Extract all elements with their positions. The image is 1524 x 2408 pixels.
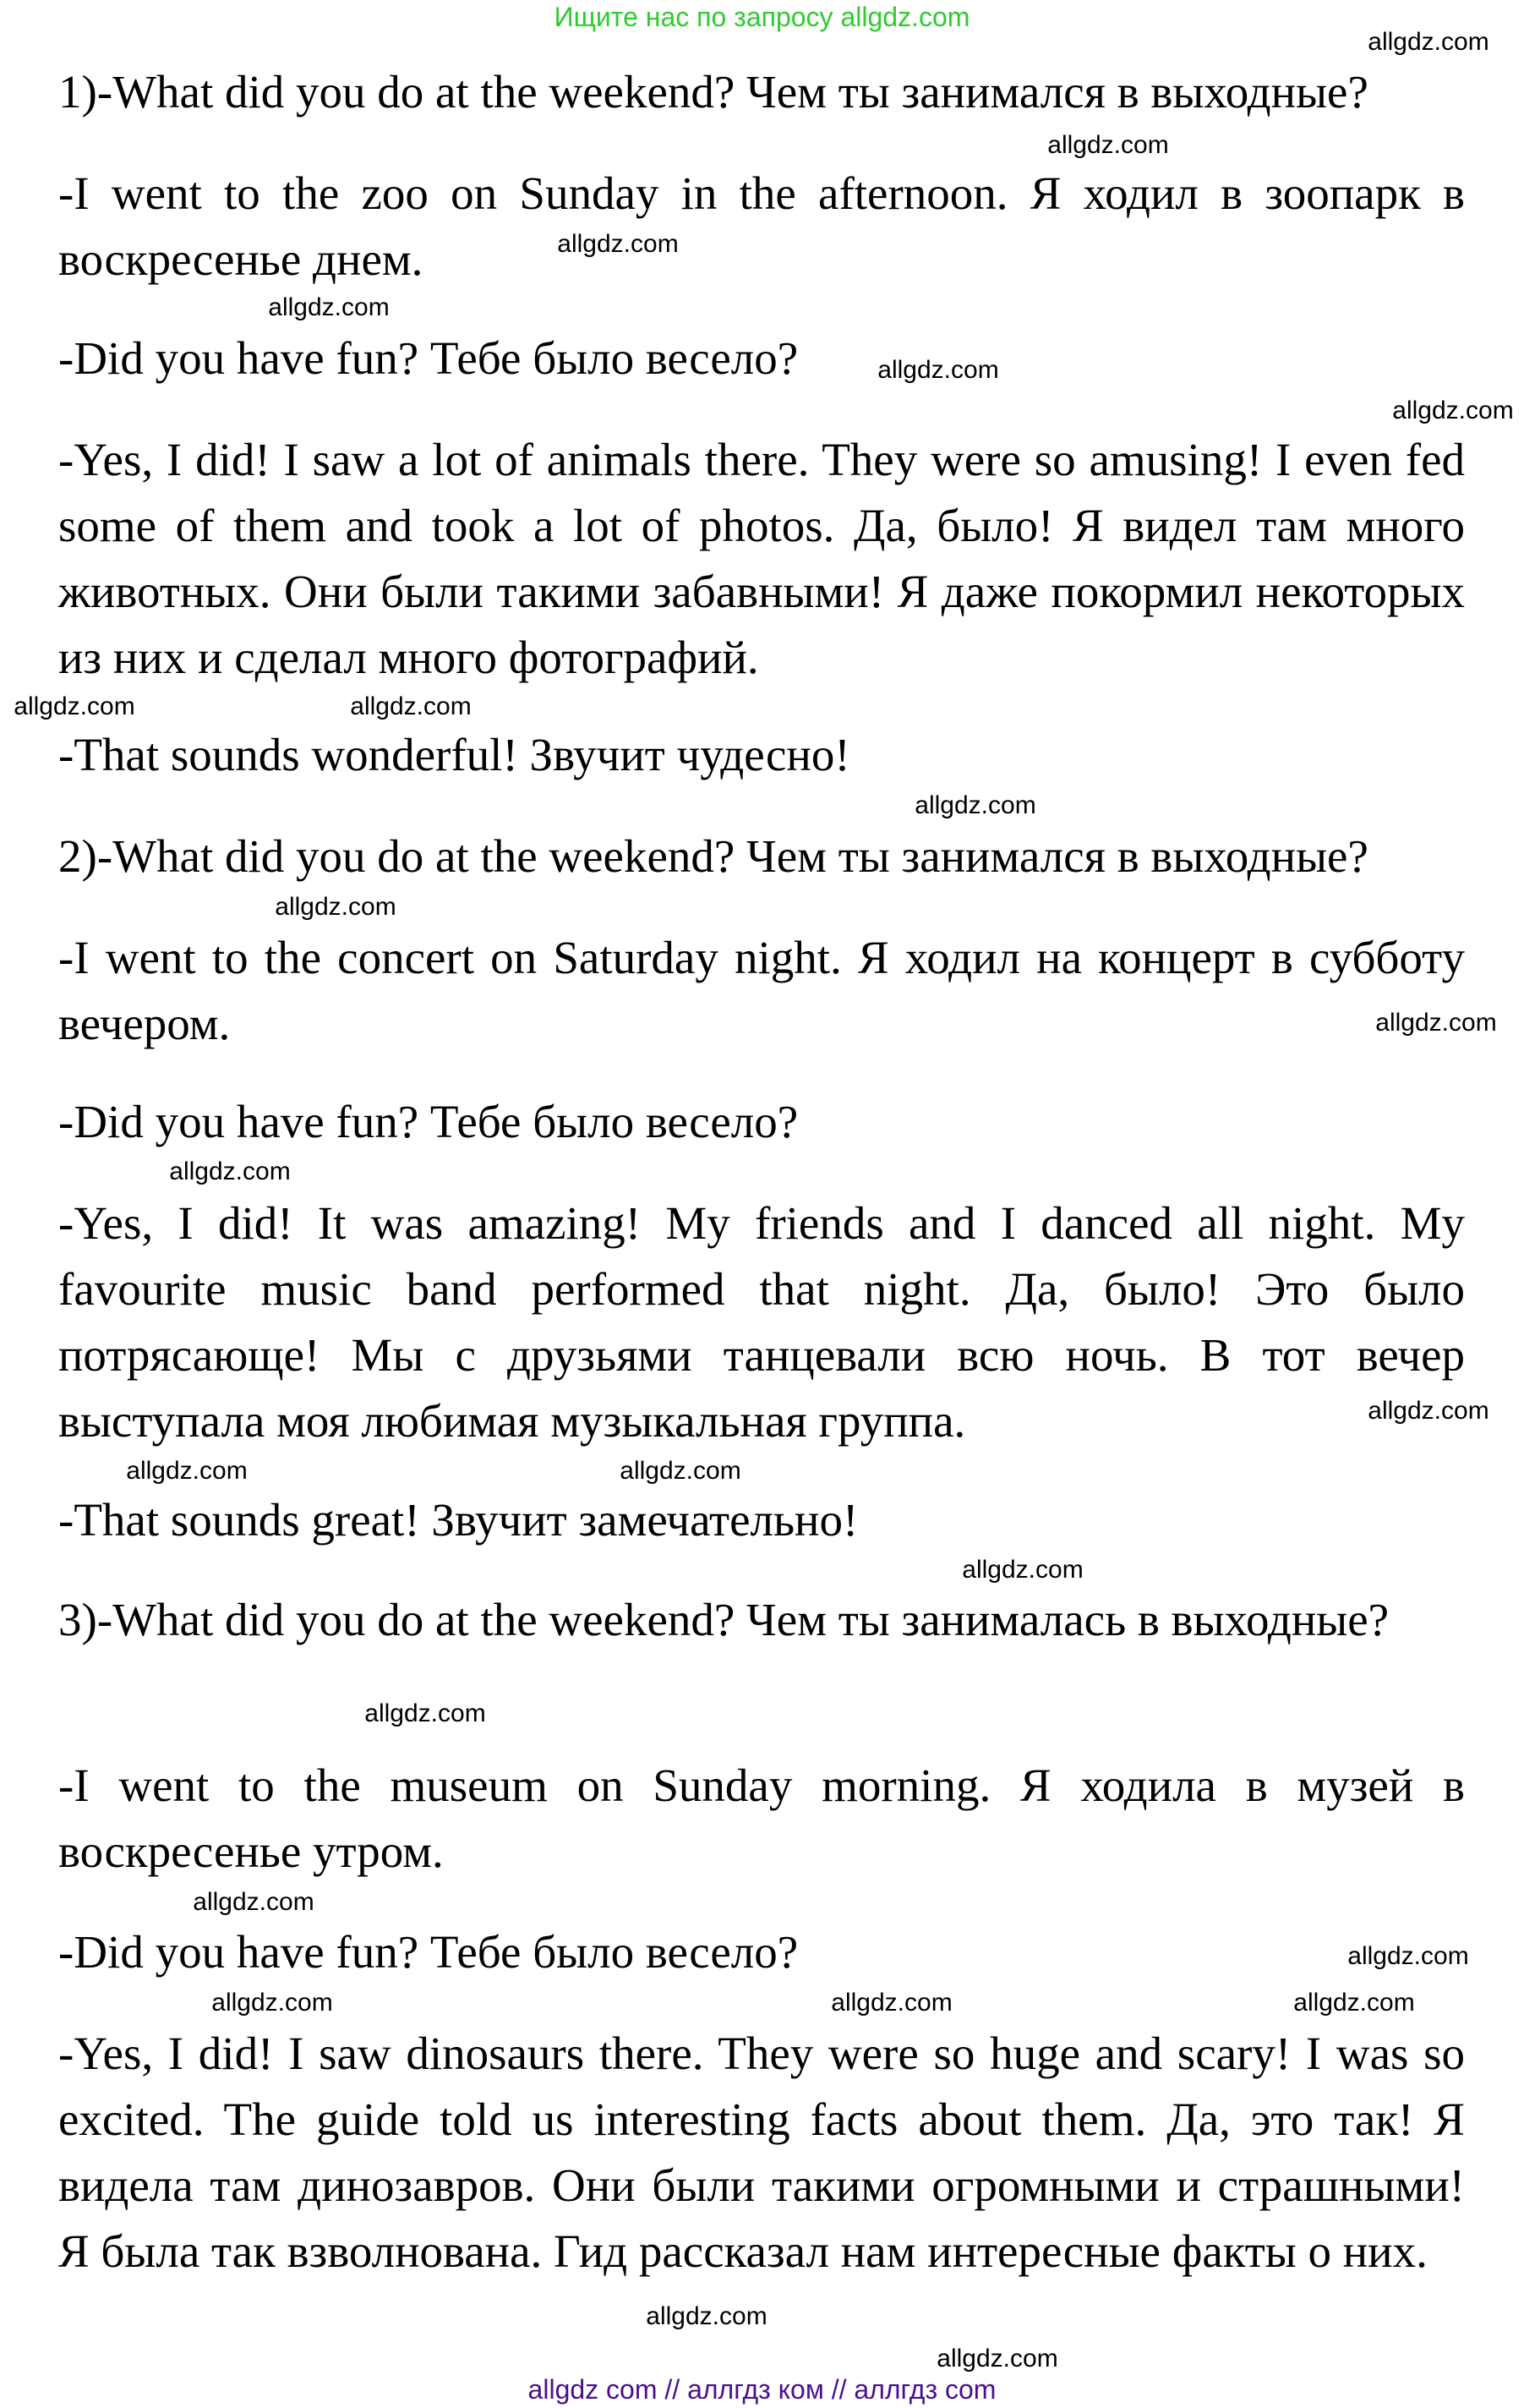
paragraph: -Did you have fun? Тебе было весело? (58, 1926, 799, 1978)
paragraph: -Yes, I did! It was amazing! My friends and I danced all night. My favourite music band performed that night. Да, было! Это было потрясающе! Мы с друзьями танцевали всю ночь. В тот вечер выступала моя любимая музыкальная группа. (58, 1197, 1465, 1447)
paragraph: -That sounds great! Звучит замечательно! (58, 1494, 859, 1546)
watermark: allgdz.com (1368, 1397, 1489, 1425)
paragraph: -I went to the museum on Sunday morning. Я ходила в музей в воскресенье утром. (58, 1759, 1465, 1877)
watermark: allgdz.com (831, 1989, 953, 2017)
watermark: allgdz.com (350, 692, 472, 720)
watermark: allgdz.com (1047, 131, 1169, 159)
watermark: allgdz.com (877, 356, 999, 384)
watermark: allgdz.com (193, 1888, 314, 1916)
watermark: allgdz.com (1392, 397, 1514, 424)
paragraph: -I went to the zoo on Sunday in the afternoon. Я ходил в зоопарк в воскресенье днем. (58, 167, 1465, 285)
watermark: allgdz.com (275, 893, 396, 921)
watermark: allgdz.com (169, 1157, 291, 1185)
watermark: allgdz.com (620, 1457, 741, 1485)
watermark: allgdz.com (1368, 28, 1489, 56)
paragraph: -I went to the concert on Saturday night. Я ходил на концерт в субботу вечером. (58, 932, 1465, 1049)
watermark: allgdz.com (1375, 1009, 1497, 1037)
watermark: allgdz.com (14, 692, 135, 720)
paragraph: 1)-What did you do at the weekend? Чем ты занимался в выходные? (58, 66, 1368, 118)
watermark: allgdz.com (364, 1699, 486, 1727)
watermark: allgdz.com (962, 1556, 1084, 1584)
watermark: allgdz.com (126, 1457, 248, 1485)
watermark: allgdz.com (557, 230, 679, 258)
paragraph: -Did you have fun? Тебе было весело? (58, 1096, 799, 1147)
paragraph: -Did you have fun? Тебе было весело? (58, 332, 799, 384)
watermark: allgdz.com (211, 1989, 333, 2017)
paragraph: -That sounds wonderful! Звучит чудесно! (58, 729, 850, 780)
watermark: allgdz.com (268, 293, 390, 321)
paragraph: 2)-What did you do at the weekend? Чем ты занимался в выходные? (58, 830, 1368, 882)
paragraph: 3)-What did you do at the weekend? Чем ты занималась в выходные? (58, 1594, 1390, 1645)
watermark: allgdz.com (646, 2302, 767, 2330)
footer-watermark: allgdz com // аллгдз ком // аллгдз com (527, 2374, 997, 2405)
paragraph: -Yes, I did! I saw a lot of animals there. They were so amusing! I even fed some of them and took a lot of photos. Да, было! Я видел там много животных. Они были такими забавными! Я даже покормил некоторых из них и сделал много фотографий. (58, 434, 1465, 683)
watermark: allgdz.com (915, 791, 1036, 819)
watermark: allgdz.com (1293, 1989, 1415, 2017)
watermark: allgdz.com (1347, 1942, 1469, 1970)
search-banner: Ищите нас по запросу allgdz.com (554, 2, 970, 32)
paragraph: -Yes, I did! I saw dinosaurs there. They were so huge and scary! I was so excited. The guide told us interesting facts about them. Да, это так! Я видела там динозавров. Они были такими огромными и страшными! Я была так взволнована. Гид рассказал нам интересные факты о них. (58, 2028, 1465, 2277)
watermark: allgdz.com (937, 2345, 1058, 2372)
